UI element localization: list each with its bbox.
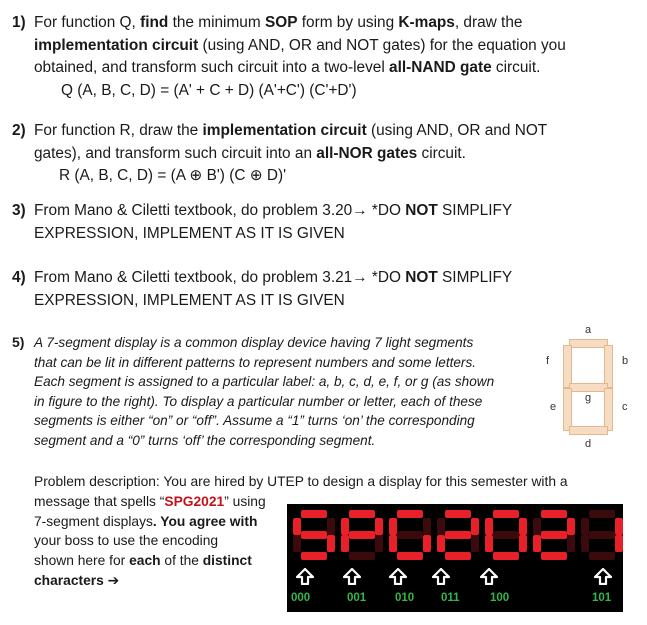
led-segment-g <box>397 531 423 539</box>
led-segment-f <box>437 518 445 535</box>
led-segment-g <box>301 531 327 539</box>
led-segment-b <box>519 518 527 535</box>
problem-line: Problem description: You are hired by UTEP to design a display for this semester with a <box>34 474 568 489</box>
bold-text: all-NAND gate <box>389 59 492 76</box>
led-segment-a <box>541 510 567 518</box>
led-segment-d <box>589 552 615 560</box>
led-segment-a <box>349 510 375 518</box>
segment-f <box>563 345 572 388</box>
led-digit-G <box>389 510 431 560</box>
encoding-code: 001 <box>347 592 367 604</box>
led-segment-a <box>445 510 471 518</box>
led-segment-c <box>375 535 383 552</box>
led-segment-c <box>519 535 527 552</box>
text-run: From Mano & Ciletti textbook, do problem 3.20→ *DO <box>34 202 406 219</box>
led-segment-a <box>301 510 327 518</box>
text-run: circuit. <box>491 59 541 76</box>
led-digit-2 <box>437 510 479 560</box>
encoding-code: 010 <box>395 592 415 604</box>
text-run: (using AND, OR and NOT <box>366 122 548 139</box>
question-number: 1) <box>12 14 26 31</box>
question-3 <box>12 200 632 245</box>
led-segment-f <box>581 518 589 535</box>
led-segment-e <box>485 535 493 552</box>
label-e: e <box>550 401 557 413</box>
text-run: From Mano & Ciletti textbook, do problem 3.21→ *DO <box>34 269 406 286</box>
up-arrow-icon <box>389 568 407 585</box>
led-segment-e <box>533 535 541 552</box>
led-segment-f <box>485 518 493 535</box>
label-c: c <box>622 401 628 413</box>
bold-text: implementation circuit <box>202 122 367 139</box>
problem-line: your boss to use the encoding <box>34 533 219 549</box>
led-digit-S <box>293 510 335 560</box>
q5-line: in figure to the right). To display a particular number or letter, each of these <box>34 393 483 409</box>
led-segment-c <box>567 535 575 552</box>
problem-text: shown here for <box>34 553 130 569</box>
segment-e <box>563 388 572 431</box>
led-segment-e <box>341 535 349 552</box>
problem-text-bold: . You agree with <box>152 513 258 529</box>
text-run: obtained, and transform such circuit into a two-level <box>34 59 390 76</box>
question-text-line <box>34 12 632 35</box>
text-run: gates), and transform such circuit into an <box>34 144 317 162</box>
up-arrow-icon <box>343 568 361 585</box>
led-segment-c <box>327 535 335 552</box>
led-segment-d <box>397 552 423 560</box>
up-arrow-icon <box>594 568 612 585</box>
encoding-code: 100 <box>490 592 510 604</box>
text-run: the minimum <box>168 14 265 31</box>
led-segment-c <box>423 535 431 552</box>
led-segment-g <box>349 531 375 539</box>
message-word: SPG2021 <box>164 493 225 509</box>
question-text-line <box>34 57 632 80</box>
led-digit-2 <box>533 510 575 560</box>
problem-text-bold: characters ➔ <box>34 572 120 588</box>
led-segment-c <box>615 535 623 552</box>
problem-text: of the <box>160 553 203 569</box>
question-number: 5) <box>12 334 25 350</box>
led-segment-d <box>541 552 567 560</box>
led-segment-f <box>389 518 397 535</box>
question-1 <box>12 12 632 102</box>
led-digit-0 <box>485 510 527 560</box>
bold-text: implementation circuit <box>34 36 199 54</box>
led-segment-d <box>301 552 327 560</box>
led-segment-b <box>567 518 575 535</box>
bold-text: SOP <box>264 14 298 31</box>
led-digit-1 <box>581 510 623 560</box>
led-segment-g <box>589 531 615 539</box>
text-run: EXPRESSION, IMPLEMENT AS IT IS GIVEN <box>34 224 345 242</box>
led-segment-f <box>341 518 349 535</box>
bold-text: K-maps <box>398 14 455 31</box>
q5-line: A 7-segment display is a common display device having 7 light segments <box>34 335 474 350</box>
q5-line: Each segment is assigned to a particular label: a, b, c, d, e, f, or g (as shown <box>34 374 495 389</box>
led-segment-g <box>493 531 519 539</box>
led-segment-b <box>615 518 623 535</box>
text-run: SIMPLIFY <box>437 269 513 286</box>
led-segment-d <box>349 552 375 560</box>
text-run: , draw the <box>454 14 523 31</box>
bold-text: all-NOR gates <box>316 144 418 162</box>
led-segment-a <box>589 510 615 518</box>
equation-r: R (A, B, C, D) = (A ⊕ B') (C ⊕ D)' <box>59 167 287 184</box>
segment-b <box>604 345 613 388</box>
segment-a <box>569 339 608 348</box>
q5-line: segments is either “on” or “off”. Assume a “1” turns ‘on’ the corresponding <box>34 413 475 428</box>
question-number: 2) <box>12 122 26 139</box>
led-segment-b <box>375 518 383 535</box>
problem-text-bold: distinct <box>202 553 252 569</box>
question-text-line <box>34 267 632 290</box>
up-arrow-icon <box>432 568 450 585</box>
led-segment-b <box>423 518 431 535</box>
bold-text: NOT <box>405 202 438 219</box>
question-text-line <box>34 223 632 246</box>
led-segment-f <box>293 518 301 535</box>
led-segment-e <box>293 535 301 552</box>
led-segment-d <box>445 552 471 560</box>
led-segment-b <box>471 518 479 535</box>
label-a: a <box>585 324 592 336</box>
text-run: (using AND, OR and NOT gates) for the equation you <box>198 36 566 54</box>
label-f: f <box>546 355 550 367</box>
bold-text: NOT <box>405 269 438 286</box>
text-run: For function Q, <box>34 14 141 31</box>
led-segment-c <box>471 535 479 552</box>
problem-text: message that spells “ <box>34 493 165 509</box>
question-5 <box>12 333 532 450</box>
text-run: form by using <box>297 14 399 31</box>
question-2 <box>12 120 632 188</box>
problem-text-bold: each <box>129 553 161 569</box>
led-segment-a <box>493 510 519 518</box>
question-text-line <box>34 35 632 58</box>
question-text-line <box>34 120 632 143</box>
led-segment-b <box>327 518 335 535</box>
bold-text: find <box>140 14 169 31</box>
up-arrow-icon <box>480 568 498 585</box>
text-run: EXPRESSION, IMPLEMENT AS IT IS GIVEN <box>34 291 345 309</box>
problem-text: ” using <box>224 493 266 509</box>
label-b: b <box>622 355 629 367</box>
question-text-line <box>34 290 632 313</box>
led-segment-d <box>493 552 519 560</box>
led-segment-g <box>445 531 471 539</box>
led-segment-f <box>533 518 541 535</box>
encoding-code: 011 <box>441 592 460 604</box>
label-d: d <box>585 438 592 450</box>
encoding-code: 101 <box>592 592 612 604</box>
q5-line: that can be lit in different patterns to represent numbers and some letters. <box>34 354 477 370</box>
segment-c <box>604 388 613 431</box>
led-segment-a <box>397 510 423 518</box>
equation-q: Q (A, B, C, D) = (A' + C + D) (A'+C') (C'+D') <box>61 81 357 99</box>
question-text-line <box>34 143 632 166</box>
problem-text: 7-segment displays <box>34 513 153 529</box>
question-text-line <box>34 200 632 223</box>
encoding-code: 000 <box>291 592 311 604</box>
led-digits <box>287 504 623 566</box>
segment-d <box>569 426 608 435</box>
question-number: 4) <box>12 269 26 286</box>
led-segment-e <box>437 535 445 552</box>
label-g: g <box>585 392 592 404</box>
led-segment-g <box>541 531 567 539</box>
text-run: For function R, draw the <box>34 122 203 139</box>
question-4 <box>12 267 632 312</box>
led-segment-e <box>581 535 589 552</box>
up-arrow-icon <box>296 568 314 585</box>
segment-g <box>569 383 608 392</box>
question-number: 3) <box>12 202 26 219</box>
q5-line: segment and a “0” turns ‘off’ the corresponding segment. <box>34 432 376 448</box>
text-run: circuit. <box>417 144 466 162</box>
led-digit-P <box>341 510 383 560</box>
led-segment-e <box>389 535 397 552</box>
text-run: SIMPLIFY <box>437 202 513 219</box>
